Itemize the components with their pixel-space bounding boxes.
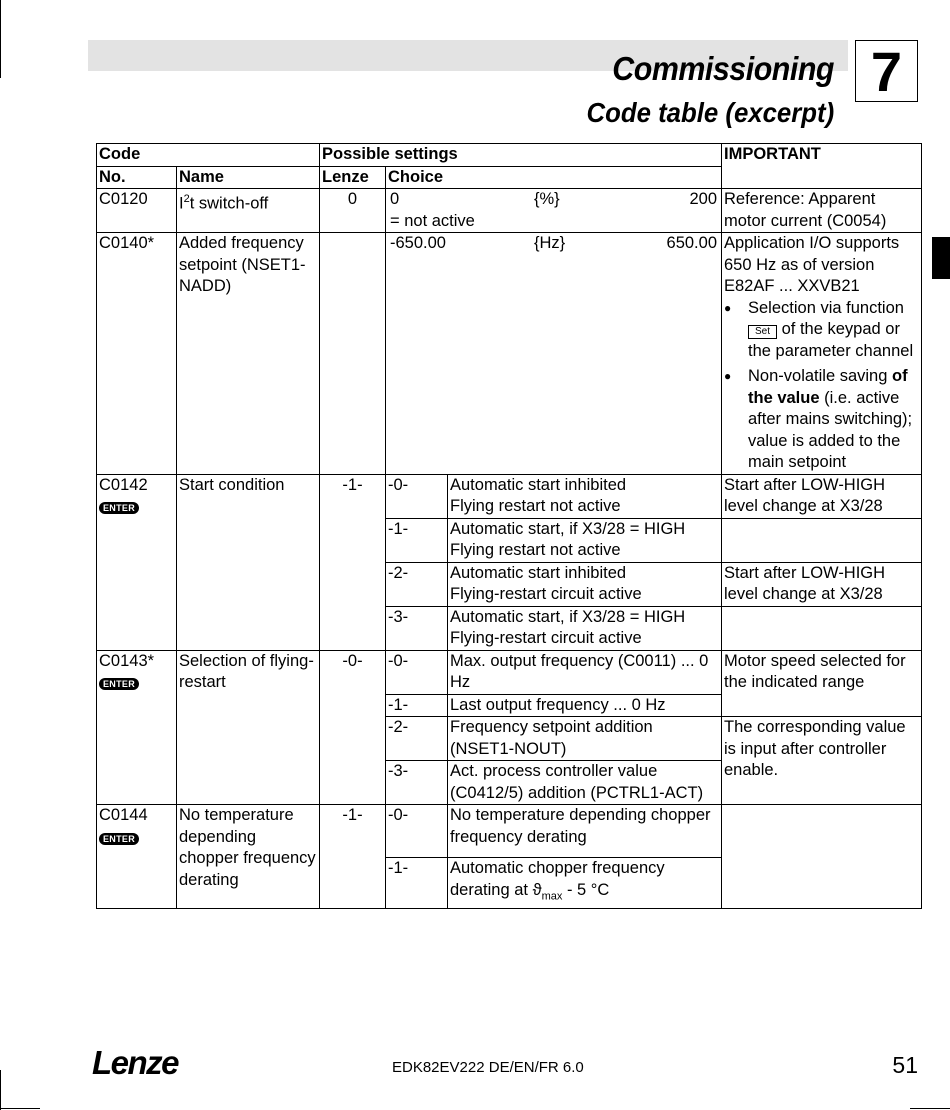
name-part: t switch-off — [189, 194, 269, 213]
range-min: 0 — [390, 190, 400, 208]
code-no-text: C0142 — [99, 475, 148, 494]
option-code: -2- — [386, 717, 448, 761]
page-title: Commissioning — [612, 50, 834, 87]
name-part: I — [179, 194, 184, 213]
table-row — [97, 189, 922, 233]
option-code: -0- — [386, 474, 448, 518]
range — [388, 233, 719, 255]
table-row — [97, 474, 922, 518]
thumb-index-tab — [932, 237, 950, 279]
range-max: 200 — [689, 190, 717, 208]
superscript: 2 — [183, 193, 190, 205]
range-max: 650.00 — [666, 234, 717, 252]
important-cell — [722, 805, 922, 909]
set-key-icon: Set — [748, 325, 777, 339]
enter-icon: ENTER — [99, 502, 139, 514]
header-row — [97, 144, 922, 167]
lenze-value — [320, 233, 386, 475]
important-text: Application I/O supports 650 Hz as of version E82AF ... XXVB21 — [724, 234, 900, 295]
option-line: - 5 °C — [562, 880, 610, 899]
option-text — [448, 474, 722, 518]
important-cell — [722, 606, 922, 650]
option-line: Automatic start, if X3/28 = HIGH — [450, 519, 686, 538]
important-cell: Start after LOW-HIGH level change at X3/28 — [722, 562, 922, 606]
option-code: -3- — [386, 761, 448, 805]
option-line: Flying restart not active — [450, 497, 621, 515]
code-no — [97, 805, 177, 909]
col-name-header: Name — [177, 166, 320, 189]
option-code: -1- — [386, 858, 448, 909]
list-item — [748, 366, 919, 474]
lenze-value: 0 — [320, 189, 386, 233]
crop-mark — [910, 1108, 950, 1109]
page-subtitle: Code table (excerpt) — [586, 97, 834, 128]
option-line: Flying-restart circuit active — [450, 585, 642, 603]
option-line: Automatic chopper frequency derating at — [450, 859, 665, 899]
option-line: Automatic start inhibited — [450, 563, 627, 582]
code-no-text: C0143* — [99, 651, 155, 670]
option-text — [448, 858, 722, 909]
col-no-header: No. — [97, 166, 177, 189]
option-code: -0- — [386, 805, 448, 858]
lenze-value: -0- — [320, 650, 386, 805]
lenze-value: -1- — [320, 805, 386, 909]
code-no — [97, 650, 177, 805]
option-text: Frequency setpoint addition (NSET1-NOUT) — [448, 717, 722, 761]
important-cell: The corresponding value is input after controller enable. — [722, 717, 922, 805]
option-code: -0- — [386, 650, 448, 694]
important-cell — [722, 233, 922, 475]
table-row — [97, 650, 922, 694]
option-line: Automatic start inhibited — [450, 475, 627, 494]
range-note: = not active — [390, 212, 475, 230]
range-min: -650.00 — [390, 234, 446, 252]
crop-mark — [0, 1070, 1, 1110]
col-possible-header: Possible settings — [320, 144, 722, 167]
range-unit: {%} — [534, 190, 560, 208]
col-important-header: IMPORTANT — [722, 144, 922, 189]
bullet-text: of the keypad or the parameter channel — [748, 320, 914, 360]
important-cell: Motor speed selected for the indicated range — [722, 650, 922, 717]
bullet-list — [724, 298, 919, 474]
table-row — [97, 805, 922, 858]
bullet-text: Selection via function — [748, 298, 904, 317]
code-name: No temperature depending chopper frequency derating — [177, 805, 320, 909]
col-code-header: Code — [97, 144, 320, 167]
option-text: Act. process controller value (C0412/5) addition (PCTRL1-ACT) — [448, 761, 722, 805]
important-cell: Reference: Apparent motor current (C0054) — [722, 189, 922, 233]
code-name: Selection of flying-restart — [177, 650, 320, 805]
code-name: Added frequency setpoint (NSET1-NADD) — [177, 233, 320, 475]
lenze-logo: Lenze — [92, 1044, 179, 1081]
option-text: No temperature depending chopper frequency derating — [448, 805, 722, 858]
theta-symbol: ϑ — [532, 880, 542, 899]
code-table — [96, 143, 922, 909]
list-item — [748, 298, 919, 363]
chapter-number: 7 — [855, 40, 918, 102]
option-code: -1- — [386, 694, 448, 717]
option-code: -3- — [386, 606, 448, 650]
enter-icon: ENTER — [99, 833, 139, 845]
option-line: Flying restart not active — [450, 541, 621, 559]
option-text: Last output frequency ... 0 Hz — [448, 694, 722, 717]
document-id: EDK82EV222 DE/EN/FR 6.0 — [392, 1059, 584, 1076]
choice-cell — [386, 189, 722, 233]
code-no-text: C0144 — [99, 806, 148, 824]
choice-cell — [386, 233, 722, 475]
page-number: 51 — [892, 1052, 918, 1078]
crop-mark — [0, 0, 1, 78]
range — [388, 189, 719, 232]
option-text — [448, 606, 722, 650]
code-name: Start condition — [177, 474, 320, 650]
bullet-bold: of the value — [748, 367, 908, 407]
range-unit: {Hz} — [534, 234, 566, 252]
important-cell: Start after LOW-HIGH level change at X3/28 — [722, 474, 922, 518]
option-text — [448, 562, 722, 606]
option-text: Max. output frequency (C0011) ... 0 Hz — [448, 650, 722, 694]
option-code: -1- — [386, 518, 448, 562]
crop-mark — [0, 1108, 40, 1109]
important-cell — [722, 518, 922, 562]
lenze-value: -1- — [320, 474, 386, 650]
enter-icon: ENTER — [99, 678, 139, 690]
col-choice-header: Choice — [386, 166, 722, 189]
code-no: C0140* — [97, 233, 177, 475]
bullet-text: Non-volatile saving — [748, 367, 888, 385]
col-lenze-header: Lenze — [320, 166, 386, 189]
table-row — [97, 233, 922, 475]
option-text — [448, 518, 722, 562]
code-name — [177, 189, 320, 233]
code-no — [97, 474, 177, 650]
code-no: C0120 — [97, 189, 177, 233]
subscript: max — [541, 889, 563, 902]
option-code: -2- — [386, 562, 448, 606]
option-line: Flying-restart circuit active — [450, 629, 642, 647]
option-line: Automatic start, if X3/28 = HIGH — [450, 607, 686, 626]
bullet-text: (i.e. active after mains switching); value is added to the main setpoint — [748, 388, 913, 471]
